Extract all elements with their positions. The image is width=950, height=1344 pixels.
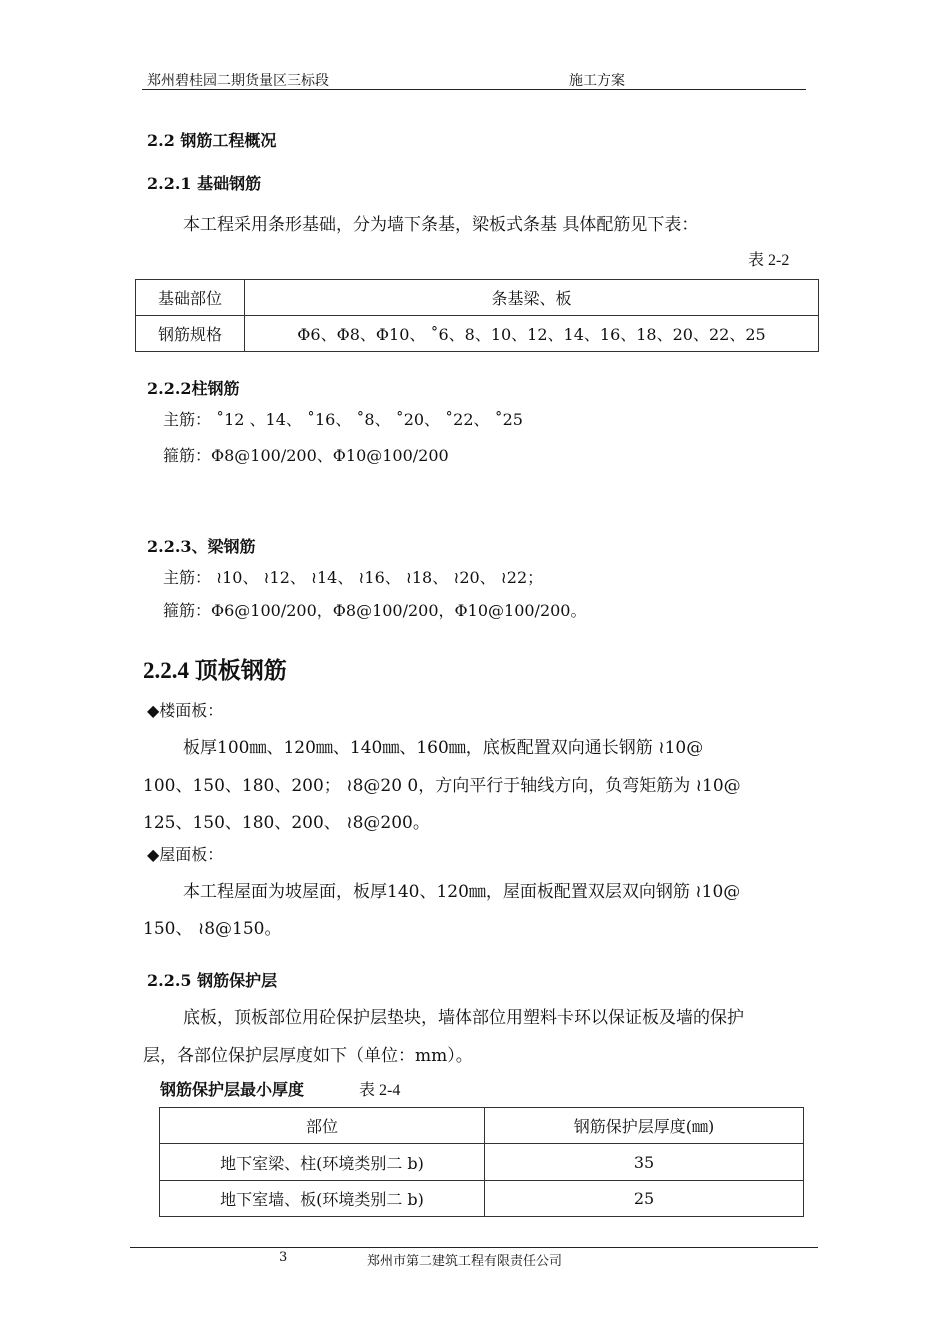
table-cell: 基础部位 [136, 280, 245, 316]
footer-company: 郑州市第二建筑工程有限责任公司 [367, 1254, 563, 1269]
header-rule [142, 89, 806, 90]
section-2-2-1-paragraph: 本工程采用条形基础，分为墙下条基，梁板式条基 具体配筋见下表： [183, 215, 699, 235]
section-2-2-1-title: 2.2.1 基础钢筋 [147, 174, 262, 193]
table-row [136, 280, 819, 316]
table-row [136, 316, 819, 352]
floor-slab-line-3: 125、150、180、200、 ≀8@200。 [143, 813, 430, 833]
table-2-4-number: 表 2-4 [359, 1082, 401, 1099]
header-project-name: 郑州碧桂园二期货量区三标段 [147, 73, 329, 89]
table-2-4 [159, 1107, 804, 1217]
section-2-2-4-title: 2.2.4 顶板钢筋 [143, 658, 287, 683]
roof-slab-line-1: 本工程屋面为坡屋面，板厚140、120㎜，屋面板配置双层双向钢筋 ≀10@ [183, 882, 741, 902]
section-2-2-3-title: 2.2.3、梁钢筋 [147, 537, 256, 556]
cover-paragraph-line-1: 底板，顶板部位用砼保护层垫块，墙体部位用塑料卡环以保证板及墙的保护 [183, 1008, 744, 1028]
footer-rule [130, 1247, 818, 1248]
table-cell: 条基梁、板 [245, 280, 819, 316]
column-main-rebar: 主筋： ˚12 、14、 ˚16、 ˚8、 ˚20、 ˚22、 ˚25 [163, 410, 523, 429]
roof-slab-label: ◆屋面板： [147, 845, 224, 864]
table-2-2-caption: 表 2-2 [748, 252, 790, 269]
table-cell: Φ6、Φ8、Φ10、 ˚6、8、10、12、14、16、18、20、22、25 [245, 316, 819, 352]
table-cell: 地下室墙、板(环境类别二 b) [160, 1181, 485, 1217]
table-2-4-title: 钢筋保护层最小厚度 [160, 1080, 305, 1099]
beam-stirrups: 箍筋：Φ6@100/200，Φ8@100/200，Φ10@100/200。 [163, 601, 587, 620]
table-cell: 35 [485, 1144, 804, 1181]
section-2-2-title: 2.2 钢筋工程概况 [147, 131, 277, 150]
table-header-cell: 部位 [160, 1108, 485, 1144]
page-number: 3 [279, 1250, 288, 1265]
header-doc-type: 施工方案 [569, 73, 625, 89]
table-header-cell: 钢筋保护层厚度(㎜) [485, 1108, 804, 1144]
floor-slab-label: ◆楼面板： [147, 701, 224, 720]
table-cell: 钢筋规格 [136, 316, 245, 352]
section-2-2-5-title: 2.2.5 钢筋保护层 [147, 971, 278, 990]
table-cell: 25 [485, 1181, 804, 1217]
table-cell: 地下室梁、柱(环境类别二 b) [160, 1144, 485, 1181]
floor-slab-line-1: 板厚100㎜、120㎜、140㎜、160㎜，底板配置双向通长钢筋 ≀10@ [183, 738, 704, 758]
table-row [160, 1108, 804, 1144]
section-2-2-2-title: 2.2.2柱钢筋 [147, 379, 240, 398]
cover-paragraph-line-2: 层，各部位保护层厚度如下（单位：mm）。 [143, 1046, 473, 1066]
column-stirrups: 箍筋：Φ8@100/200、Φ10@100/200 [163, 446, 449, 465]
floor-slab-line-2: 100、150、180、200； ≀8@20 0，方向平行于轴线方向，负弯矩筋为 ≀10@ [143, 776, 741, 796]
roof-slab-line-2: 150、 ≀8@150。 [143, 919, 282, 939]
table-row [160, 1144, 804, 1181]
table-2-2 [135, 279, 819, 352]
table-row [160, 1181, 804, 1217]
beam-main-rebar: 主筋： ≀10、 ≀12、 ≀14、 ≀16、 ≀18、 ≀20、 ≀22； [163, 568, 544, 587]
